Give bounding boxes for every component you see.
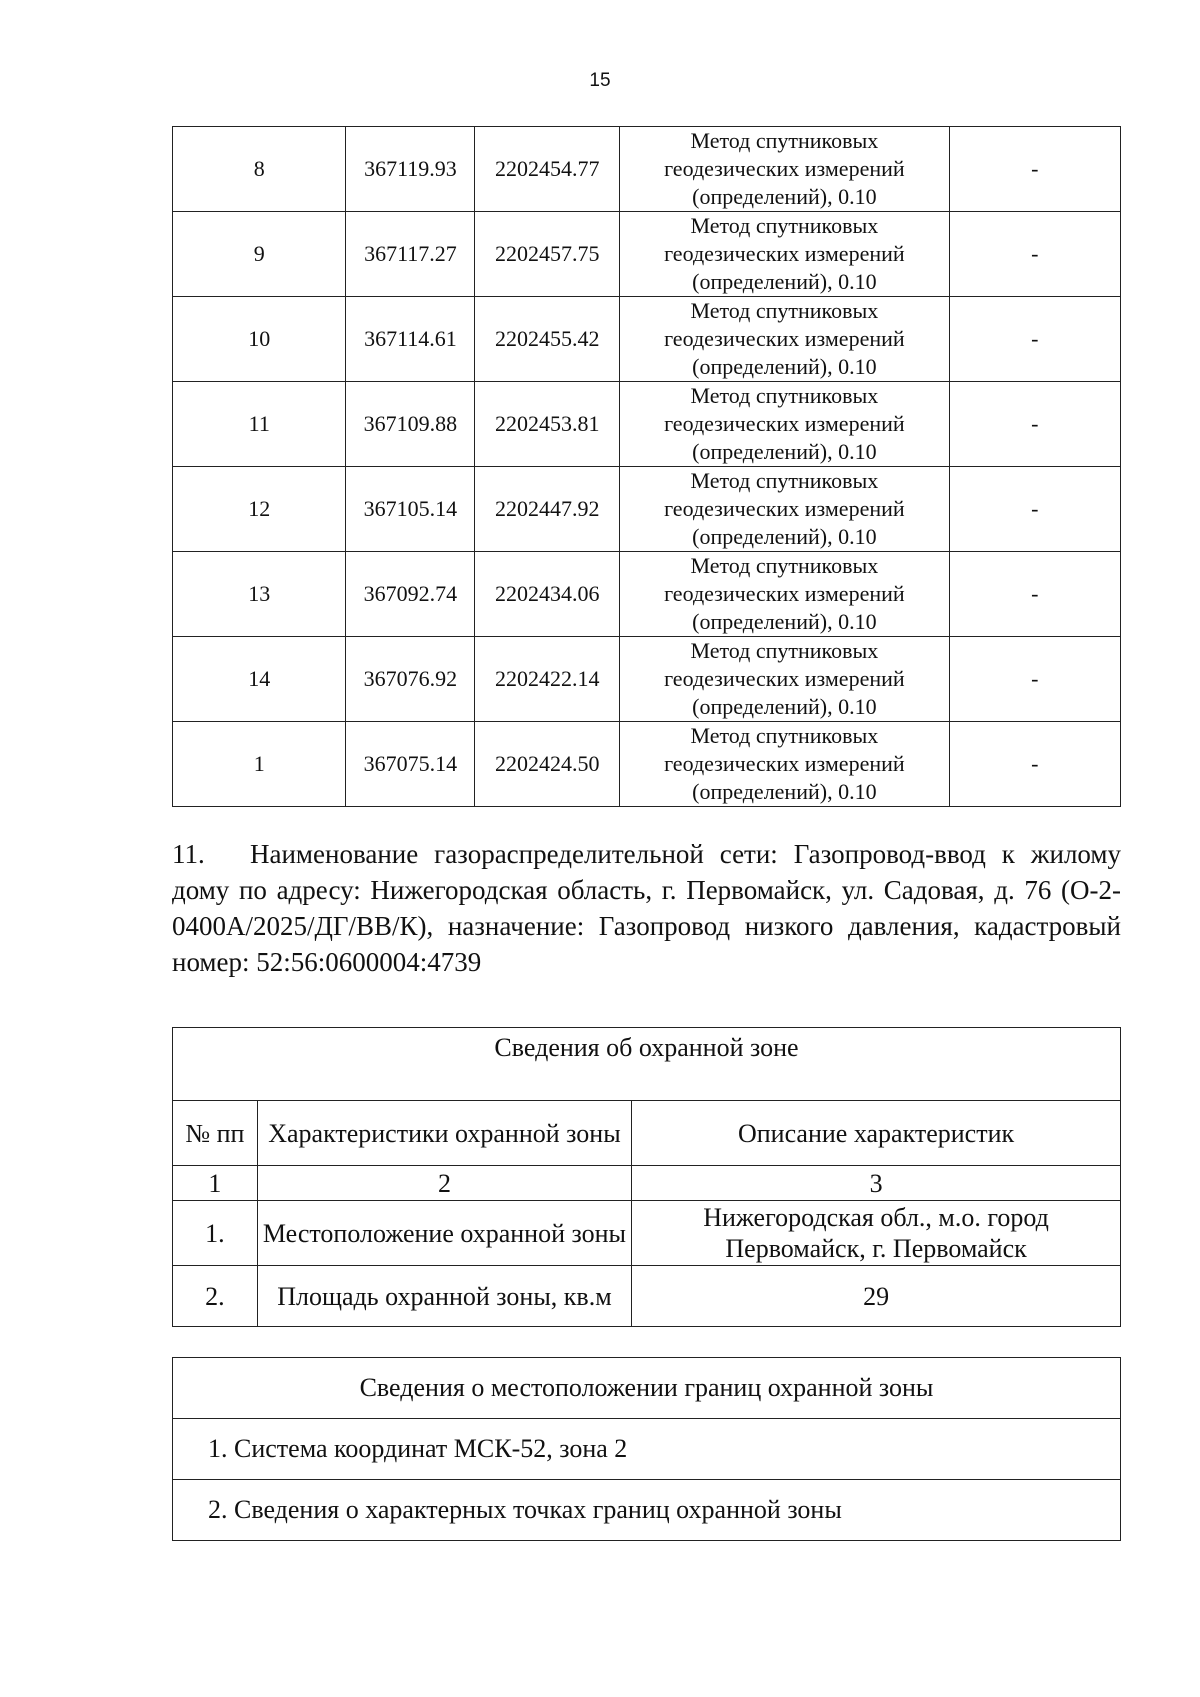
- y-coordinate-cell: 2202434.06: [475, 552, 620, 637]
- method-line: (определений), 0.10: [692, 609, 877, 634]
- method-line: геодезических измерений: [664, 326, 905, 351]
- x-coordinate-cell: 367109.88: [346, 382, 475, 467]
- method-line: (определений), 0.10: [692, 354, 877, 379]
- method-cell: [620, 382, 949, 467]
- method-cell: [620, 637, 949, 722]
- y-coordinate-cell: 2202455.42: [475, 297, 620, 382]
- method-line: Метод спутниковых: [690, 723, 879, 748]
- note-cell: -: [949, 127, 1120, 212]
- point-number-cell: 13: [173, 552, 346, 637]
- page-number: 15: [589, 70, 611, 91]
- method-line: геодезических измерений: [664, 496, 905, 521]
- table-row: [173, 467, 1121, 552]
- location-table-title: Сведения о местоположении границ охранной зоны: [173, 1358, 1121, 1419]
- x-coordinate-cell: 367092.74: [346, 552, 475, 637]
- method-cell: [620, 297, 949, 382]
- method-line: Метод спутниковых: [690, 213, 879, 238]
- zone-header-characteristic: Характеристики охранной зоны: [257, 1101, 631, 1166]
- method-cell: [620, 127, 949, 212]
- note-cell: -: [949, 382, 1120, 467]
- method-line: Метод спутниковых: [690, 128, 879, 153]
- point-number-cell: 14: [173, 637, 346, 722]
- zone-location-table: [172, 1357, 1121, 1541]
- note-cell: -: [949, 552, 1120, 637]
- y-coordinate-cell: 2202422.14: [475, 637, 620, 722]
- zone-header-number: № пп: [173, 1101, 258, 1166]
- method-line: Метод спутниковых: [690, 638, 879, 663]
- method-line: геодезических измерений: [664, 581, 905, 606]
- method-cell: [620, 212, 949, 297]
- y-coordinate-cell: 2202454.77: [475, 127, 620, 212]
- method-cell: [620, 467, 949, 552]
- table-row: [173, 127, 1121, 212]
- coordinates-table: [172, 126, 1121, 807]
- zone-row-characteristic: Площадь охранной зоны, кв.м: [257, 1266, 631, 1327]
- zone-column-number-2: 2: [257, 1166, 631, 1201]
- zone-table-title: Сведения об охранной зоне: [173, 1028, 1121, 1101]
- x-coordinate-cell: 367075.14: [346, 722, 475, 807]
- method-line: Метод спутниковых: [690, 383, 879, 408]
- coordinates-table-body: [173, 127, 1121, 807]
- table-row: [173, 382, 1121, 467]
- zone-row-description: 29: [632, 1266, 1121, 1327]
- section-text: Наименование газораспределительной сети: Газопровод-ввод к жилому дому по адресу: Нижегородская область, г. Первомайск, ул. Садовая, д. 76 (О-2-0400А/2025/ДГ/ВВ/К), назначение: Газопровод низкого давления, кадастровый номер: 52:56:0600004:4739: [172, 839, 1121, 977]
- method-cell: [620, 552, 949, 637]
- x-coordinate-cell: 367117.27: [346, 212, 475, 297]
- method-line: (определений), 0.10: [692, 694, 877, 719]
- point-number-cell: 9: [173, 212, 346, 297]
- method-line: (определений), 0.10: [692, 439, 877, 464]
- method-cell: [620, 722, 949, 807]
- table-row: [173, 1266, 1121, 1327]
- table-row: [173, 552, 1121, 637]
- zone-column-number-1: 1: [173, 1166, 258, 1201]
- table-row: [173, 722, 1121, 807]
- y-coordinate-cell: 2202424.50: [475, 722, 620, 807]
- section-number: 11.: [172, 839, 205, 869]
- table-row: [173, 1201, 1121, 1266]
- note-cell: -: [949, 212, 1120, 297]
- y-coordinate-cell: 2202447.92: [475, 467, 620, 552]
- table-row: [173, 637, 1121, 722]
- method-line: (определений), 0.10: [692, 269, 877, 294]
- method-line: (определений), 0.10: [692, 184, 877, 209]
- zone-column-number-3: 3: [632, 1166, 1121, 1201]
- note-cell: -: [949, 467, 1120, 552]
- method-line: геодезических измерений: [664, 241, 905, 266]
- x-coordinate-cell: 367105.14: [346, 467, 475, 552]
- point-number-cell: 12: [173, 467, 346, 552]
- zone-row-characteristic: Местоположение охранной зоны: [257, 1201, 631, 1266]
- table-row: [173, 212, 1121, 297]
- zone-header-description: Описание характеристик: [632, 1101, 1121, 1166]
- zone-row-number: 2.: [173, 1266, 258, 1327]
- zone-row-number: 1.: [173, 1201, 258, 1266]
- x-coordinate-cell: 367114.61: [346, 297, 475, 382]
- method-line: геодезических измерений: [664, 411, 905, 436]
- note-cell: -: [949, 637, 1120, 722]
- y-coordinate-cell: 2202453.81: [475, 382, 620, 467]
- method-line: Метод спутниковых: [690, 553, 879, 578]
- section-paragraph: [172, 836, 1121, 980]
- x-coordinate-cell: 367119.93: [346, 127, 475, 212]
- method-line: Метод спутниковых: [690, 468, 879, 493]
- table-row: [173, 297, 1121, 382]
- point-number-cell: 11: [173, 382, 346, 467]
- zone-row-description: Нижегородская обл., м.о. город Первомайск, г. Первомайск: [632, 1201, 1121, 1266]
- method-line: геодезических измерений: [664, 751, 905, 776]
- y-coordinate-cell: 2202457.75: [475, 212, 620, 297]
- point-number-cell: 1: [173, 722, 346, 807]
- note-cell: -: [949, 297, 1120, 382]
- method-line: Метод спутниковых: [690, 298, 879, 323]
- location-item-coordinate-system: 1. Система координат МСК-52, зона 2: [173, 1419, 1121, 1480]
- location-item-points: 2. Сведения о характерных точках границ охранной зоны: [173, 1480, 1121, 1541]
- method-line: геодезических измерений: [664, 666, 905, 691]
- method-line: (определений), 0.10: [692, 779, 877, 804]
- point-number-cell: 8: [173, 127, 346, 212]
- method-line: геодезических измерений: [664, 156, 905, 181]
- note-cell: -: [949, 722, 1120, 807]
- protection-zone-table: [172, 1027, 1121, 1327]
- x-coordinate-cell: 367076.92: [346, 637, 475, 722]
- point-number-cell: 10: [173, 297, 346, 382]
- method-line: (определений), 0.10: [692, 524, 877, 549]
